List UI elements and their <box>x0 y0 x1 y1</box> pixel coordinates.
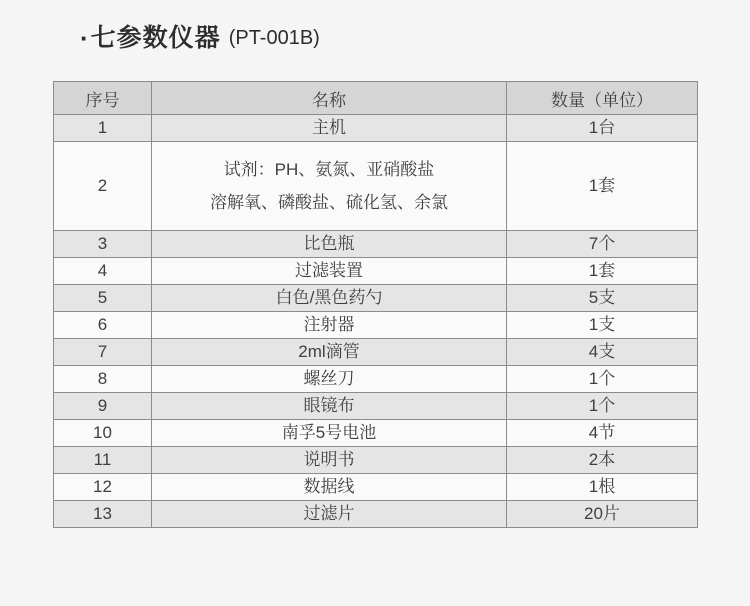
cell-qty: 1支 <box>507 312 698 339</box>
cell-qty: 1台 <box>507 115 698 142</box>
table-row <box>54 393 698 420</box>
table-row <box>54 474 698 501</box>
cell-name <box>152 142 507 231</box>
page-title <box>80 22 750 54</box>
cell-qty: 1个 <box>507 393 698 420</box>
cell-no: 8 <box>54 366 152 393</box>
table-row <box>54 115 698 142</box>
cell-no: 12 <box>54 474 152 501</box>
cell-name: 2ml滴管 <box>152 339 507 366</box>
product-name: 七参数仪器 <box>90 24 221 52</box>
cell-qty: 4节 <box>507 420 698 447</box>
cell-no: 10 <box>54 420 152 447</box>
cell-qty: 1套 <box>507 258 698 285</box>
cell-name: 注射器 <box>152 312 507 339</box>
cell-qty: 4支 <box>507 339 698 366</box>
cell-name: 过滤装置 <box>152 258 507 285</box>
cell-name: 南孚5号电池 <box>152 420 507 447</box>
title-bullet: · <box>80 23 89 53</box>
cell-qty: 20片 <box>507 501 698 528</box>
cell-no: 5 <box>54 285 152 312</box>
table-row <box>54 312 698 339</box>
cell-qty: 1套 <box>507 142 698 231</box>
cell-no: 13 <box>54 501 152 528</box>
cell-name: 眼镜布 <box>152 393 507 420</box>
cell-no: 4 <box>54 258 152 285</box>
table-row <box>54 231 698 258</box>
cell-name: 主机 <box>152 115 507 142</box>
cell-no: 7 <box>54 339 152 366</box>
cell-name: 白色/黑色药勺 <box>152 285 507 312</box>
product-model: (PT-001B) <box>228 27 320 49</box>
cell-name: 数据线 <box>152 474 507 501</box>
cell-qty: 2本 <box>507 447 698 474</box>
table-row <box>54 258 698 285</box>
table-row <box>54 501 698 528</box>
cell-no: 11 <box>54 447 152 474</box>
cell-qty: 1个 <box>507 366 698 393</box>
col-header-no: 序号 <box>54 82 152 115</box>
cell-name: 比色瓶 <box>152 231 507 258</box>
cell-no: 2 <box>54 142 152 231</box>
table-row <box>54 142 698 231</box>
cell-no: 3 <box>54 231 152 258</box>
cell-name: 螺丝刀 <box>152 366 507 393</box>
cell-qty: 1根 <box>507 474 698 501</box>
table-row <box>54 420 698 447</box>
cell-name: 说明书 <box>152 447 507 474</box>
table-row <box>54 447 698 474</box>
cell-name-line1: 试剂：PH、氨氮、亚硝酸盐 <box>223 160 435 179</box>
table-row <box>54 285 698 312</box>
table-row <box>54 339 698 366</box>
col-header-qty: 数量（单位） <box>507 82 698 115</box>
col-header-name: 名称 <box>152 82 507 115</box>
cell-qty: 5支 <box>507 285 698 312</box>
header-row <box>54 82 698 115</box>
cell-no: 9 <box>54 393 152 420</box>
cell-no: 1 <box>54 115 152 142</box>
cell-name: 过滤片 <box>152 501 507 528</box>
cell-no: 6 <box>54 312 152 339</box>
cell-qty: 7个 <box>507 231 698 258</box>
packing-list-table <box>53 81 698 528</box>
cell-name-line2: 溶解氧、磷酸盐、硫化氢、余氯 <box>210 193 448 212</box>
table-row <box>54 366 698 393</box>
